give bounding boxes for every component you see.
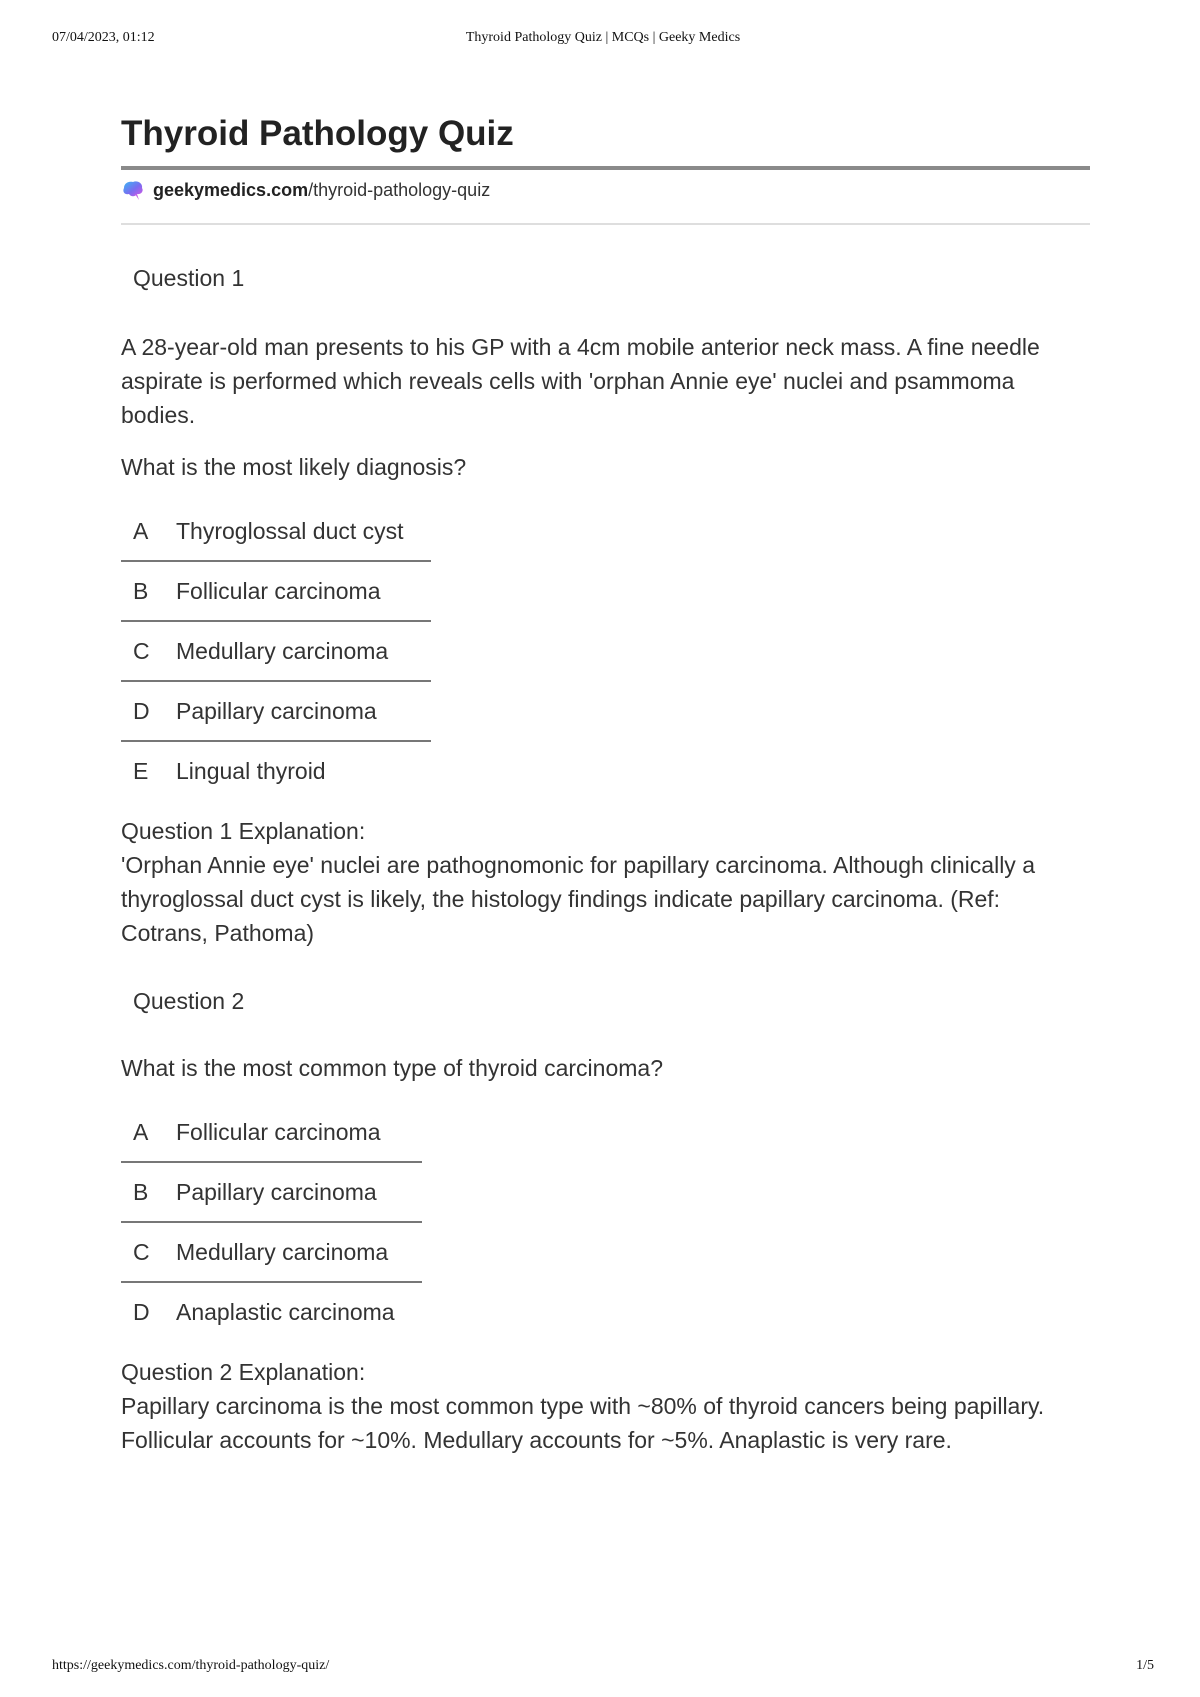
article: [121, 112, 1090, 1457]
answer-option-c[interactable]: [121, 622, 431, 682]
question-label: Question 1: [133, 265, 245, 291]
option-letter: C: [133, 637, 150, 664]
option-letter: E: [133, 757, 149, 784]
answer-option-a[interactable]: [121, 1103, 422, 1163]
print-url: https://geekymedics.com/thyroid-pathology-quiz/: [52, 1658, 330, 1673]
option-text: Anaplastic carcinoma: [176, 1298, 395, 1325]
explanation-text: Papillary carcinoma is the most common type with ~80% of thyroid cancers being papillary. Follicular accounts for ~10%. Medullary accounts for ~5%. Anaplastic is very rare.: [121, 1393, 1045, 1453]
option-text: Papillary carcinoma: [176, 697, 377, 724]
answer-option-b[interactable]: [121, 562, 431, 622]
option-letter: D: [133, 697, 150, 724]
answer-option-b[interactable]: [121, 1163, 422, 1223]
section-divider: [121, 223, 1090, 225]
answer-option-c[interactable]: [121, 1223, 422, 1283]
question-label: Question 2: [133, 988, 245, 1014]
answer-option-e[interactable]: [121, 742, 431, 800]
source-path: /thyroid-pathology-quiz: [308, 179, 491, 200]
option-letter: B: [133, 1178, 149, 1205]
option-text: Papillary carcinoma: [176, 1178, 377, 1205]
option-letter: A: [133, 517, 149, 544]
option-text: Follicular carcinoma: [176, 577, 381, 604]
option-text: Medullary carcinoma: [176, 637, 389, 664]
brain-icon: [121, 179, 145, 201]
print-page-number: 1/5: [1136, 1658, 1154, 1673]
print-page-title: Thyroid Pathology Quiz | MCQs | Geeky Medics: [465, 30, 741, 45]
source-domain: geekymedics.com: [153, 179, 309, 200]
option-text: Follicular carcinoma: [176, 1118, 381, 1145]
question-1: [121, 263, 1090, 950]
option-text: Medullary carcinoma: [176, 1238, 389, 1265]
print-datetime: 07/04/2023, 01:12: [52, 30, 155, 45]
print-header: [52, 30, 1154, 50]
question-prompt: What is the most common type of thyroid carcinoma?: [121, 1055, 663, 1081]
question-2: [121, 986, 1090, 1457]
option-letter: B: [133, 577, 149, 604]
question-prompt: What is the most likely diagnosis?: [121, 454, 467, 480]
option-letter: D: [133, 1298, 150, 1325]
explanation-text: 'Orphan Annie eye' nuclei are pathognomonic for papillary carcinoma. Although clinically a thyroglossal duct cyst is likely, the histology findings indicate papillary carcinoma. (Ref: Cotrans, Pathoma): [121, 852, 1035, 946]
page-title: Thyroid Pathology Quiz: [121, 114, 514, 153]
answer-option-a[interactable]: [121, 502, 431, 562]
explanation-label: Question 2 Explanation:: [121, 1359, 366, 1385]
answer-option-d[interactable]: [121, 682, 431, 742]
option-text: Lingual thyroid: [176, 757, 326, 784]
option-letter: C: [133, 1238, 150, 1265]
option-text: Thyroglossal duct cyst: [176, 517, 404, 544]
option-letter: A: [133, 1118, 149, 1145]
explanation-label: Question 1 Explanation:: [121, 818, 366, 844]
answer-options: [121, 1103, 422, 1341]
answer-options: [121, 502, 431, 800]
print-footer: [52, 1658, 1154, 1678]
question-stem: A 28-year-old man presents to his GP with a 4cm mobile anterior neck mass. A fine needle aspirate is performed which reveals cells with 'orphan Annie eye' nuclei and psammoma bodies.: [121, 334, 1040, 428]
title-divider: [121, 166, 1090, 170]
answer-option-d[interactable]: [121, 1283, 422, 1341]
source-link[interactable]: [121, 178, 1090, 202]
